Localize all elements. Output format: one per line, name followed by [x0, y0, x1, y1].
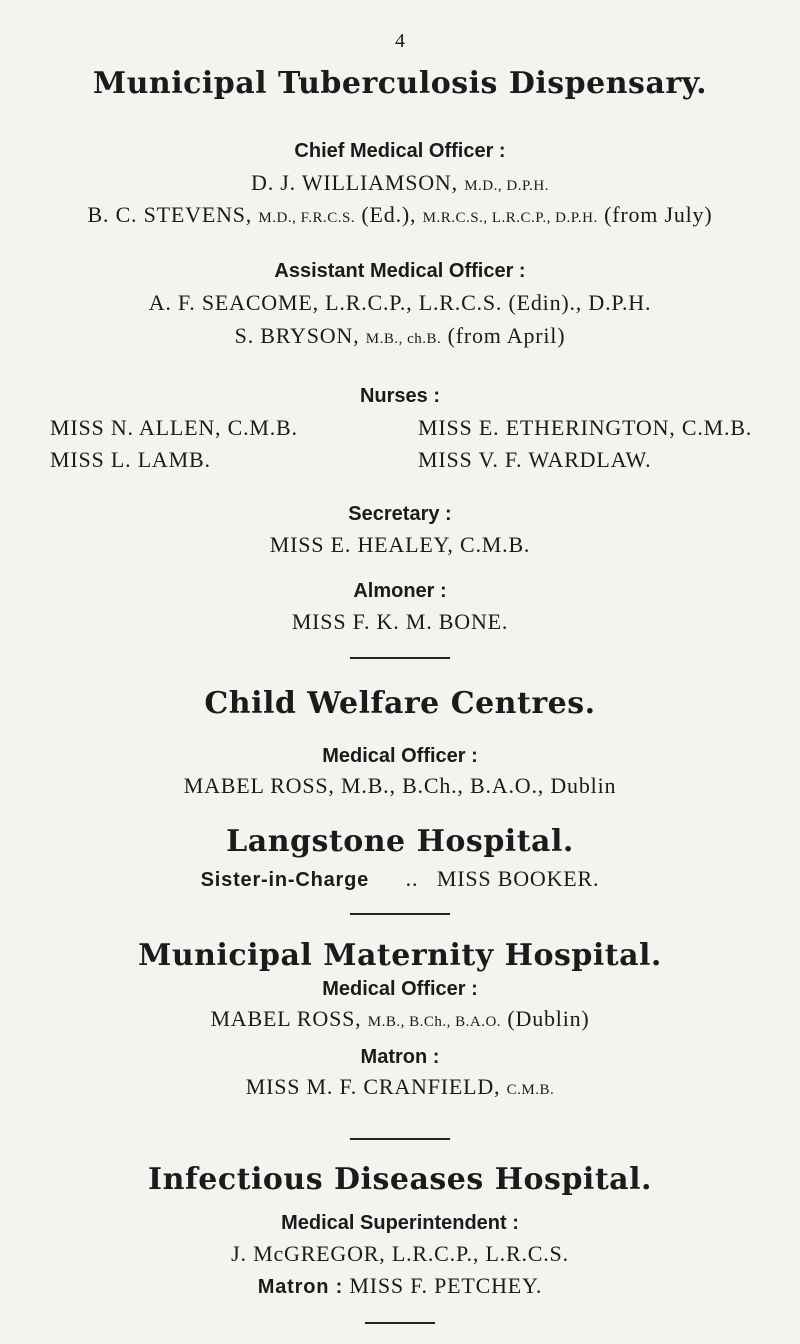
- cmo-2-quals-c: M.R.C.S., L.R.C.P., D.P.H.: [422, 210, 598, 226]
- maternity-mo-name: MABEL ROSS,: [210, 1006, 362, 1031]
- langstone-sister-line: [0, 866, 800, 892]
- child-welfare-heading: Child Welfare Centres.: [204, 686, 596, 721]
- cmo-2: [0, 202, 800, 228]
- maternity-mo-label: Medical Officer :: [322, 978, 478, 1000]
- amo-label: Assistant Medical Officer :: [274, 260, 526, 282]
- nurses-label: Nurses :: [359, 385, 441, 407]
- maternity-mo-note: (Dublin): [507, 1006, 590, 1031]
- maternity-matron-quals: C.M.B.: [506, 1082, 555, 1098]
- langstone-heading: Langstone Hospital.: [226, 824, 574, 859]
- infectious-heading: Infectious Diseases Hospital.: [148, 1162, 652, 1197]
- amo-2-note: (from April): [447, 323, 566, 348]
- section-divider: [350, 1138, 450, 1140]
- section-divider: [350, 913, 450, 915]
- cmo-1: [0, 170, 800, 196]
- nurse-4: MISS V. F. WARDLAW.: [418, 447, 652, 472]
- secretary: MISS E. HEALEY, C.M.B.: [269, 532, 531, 557]
- cmo-1-quals: M.D., D.P.H.: [464, 178, 549, 194]
- langstone-dots: ..: [405, 866, 419, 891]
- almoner-label: Almoner :: [353, 580, 447, 602]
- nurse-1: MISS N. ALLEN, C.M.B.: [50, 415, 298, 440]
- section-divider: [365, 1322, 435, 1324]
- maternity-mo-quals: M.B., B.Ch., B.A.O.: [367, 1014, 502, 1030]
- langstone-sister-label: Sister-in-Charge: [200, 869, 370, 891]
- secretary-label: Secretary :: [348, 503, 452, 525]
- amo-2: [0, 323, 800, 349]
- infectious-super: J. McGREGOR, L.R.C.P., L.R.C.S.: [231, 1241, 569, 1266]
- maternity-matron-label: Matron :: [360, 1046, 440, 1068]
- maternity-matron: [0, 1074, 800, 1100]
- page-number: 4: [395, 30, 405, 52]
- infectious-matron-line: [0, 1273, 800, 1299]
- langstone-sister: MISS BOOKER.: [436, 866, 600, 891]
- nurse-3: MISS L. LAMB.: [50, 447, 211, 472]
- cmo-label: Chief Medical Officer :: [294, 140, 506, 162]
- amo-2-quals: M.B., ch.B.: [365, 331, 442, 347]
- cmo-2-quals-a: M.D., F.R.C.S.: [258, 210, 356, 226]
- cmo-2-quals-b: (Ed.),: [361, 202, 417, 227]
- infectious-matron: MISS F. PETCHEY.: [349, 1273, 543, 1298]
- nurse-2: MISS E. ETHERINGTON, C.M.B.: [418, 415, 753, 440]
- amo-1: A. F. SEACOME, L.R.C.P., L.R.C.S. (Edin)., D.P.H.: [148, 290, 652, 315]
- infectious-matron-label: Matron :: [257, 1276, 344, 1298]
- maternity-heading: Municipal Maternity Hospital.: [138, 938, 662, 973]
- cmo-1-name: D. J. WILLIAMSON,: [251, 170, 458, 195]
- maternity-mo: [0, 1006, 800, 1032]
- section-divider: [350, 657, 450, 659]
- cmo-2-note: (from July): [604, 202, 713, 227]
- infectious-super-label: Medical Superintendent :: [281, 1212, 519, 1234]
- almoner: MISS F. K. M. BONE.: [291, 609, 509, 634]
- maternity-matron-name: MISS M. F. CRANFIELD,: [245, 1074, 501, 1099]
- cmo-2-name: B. C. STEVENS,: [87, 202, 253, 227]
- child-welfare-mo-label: Medical Officer :: [322, 745, 478, 767]
- dispensary-heading: Municipal Tuberculosis Dispensary.: [92, 66, 708, 101]
- amo-2-name: S. BRYSON,: [234, 323, 360, 348]
- child-welfare-mo: MABEL ROSS, M.B., B.Ch., B.A.O., Dublin: [183, 773, 617, 798]
